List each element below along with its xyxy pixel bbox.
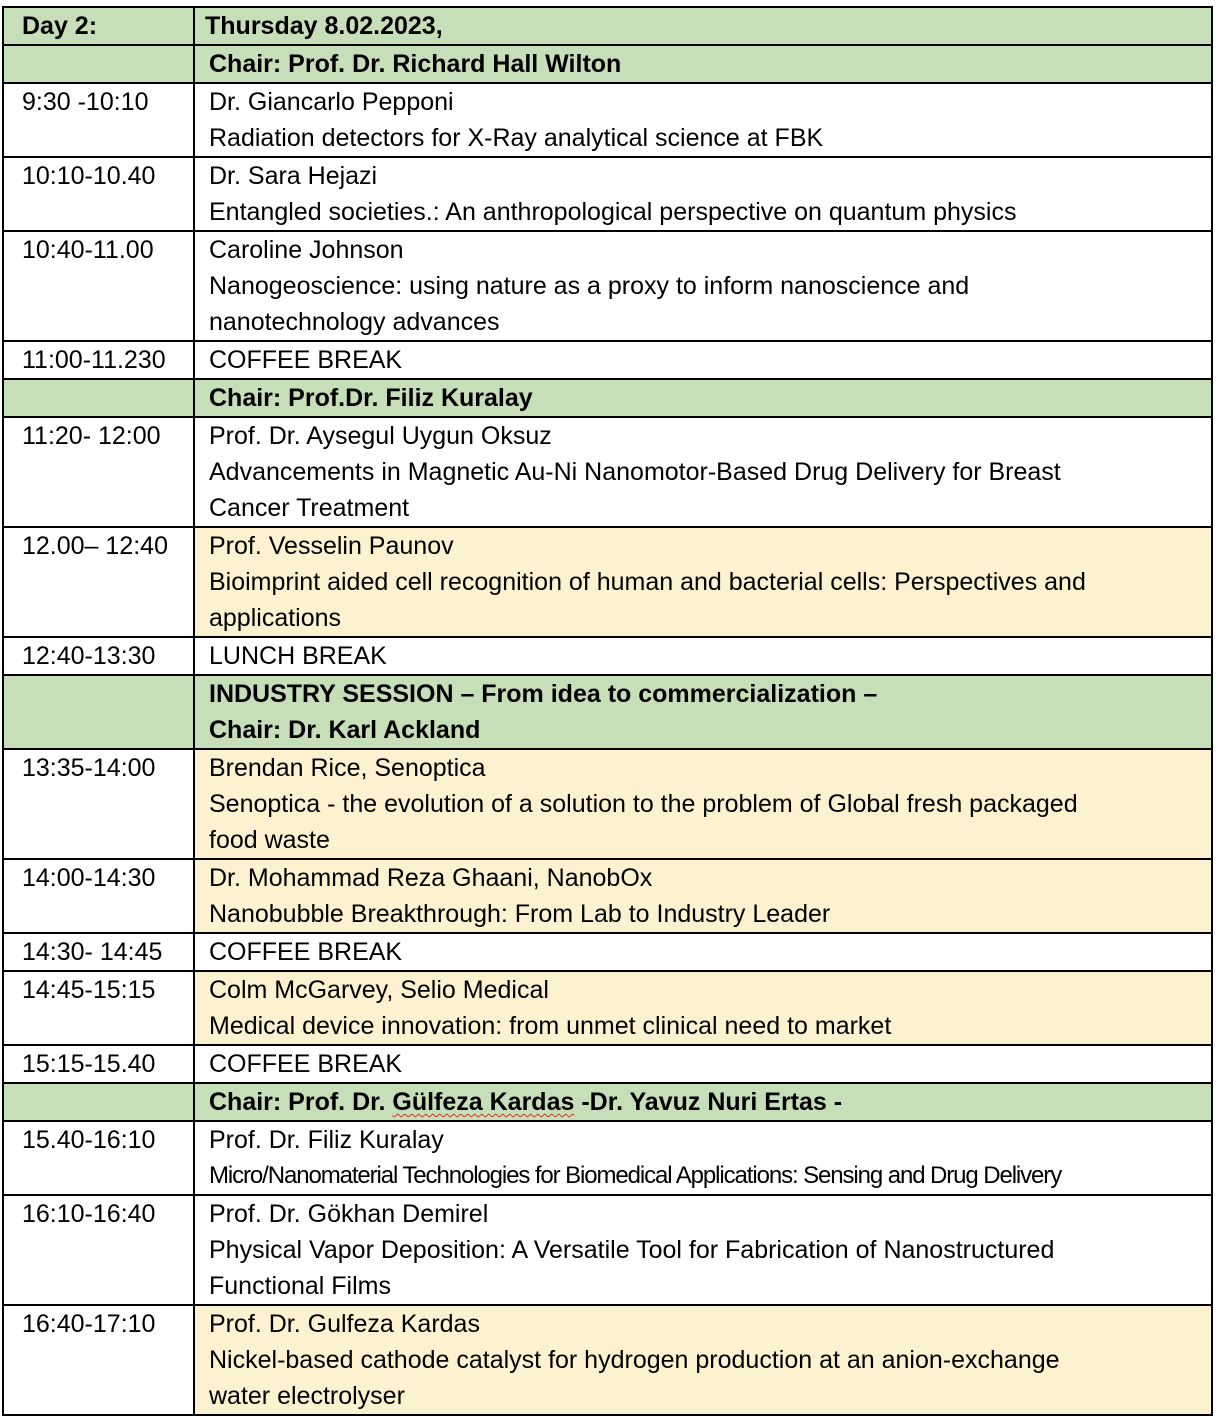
break-label: COFFEE BREAK (194, 341, 1212, 379)
break-row (3, 341, 1212, 379)
chair-row (3, 1083, 1212, 1121)
chair-label: Chair: Prof. Dr. Richard Hall Wilton (209, 50, 622, 78)
time-slot: 11:00-11.230 (3, 341, 194, 379)
schedule-table (2, 6, 1213, 1416)
speaker-name: Prof. Dr. Gulfeza Kardas (209, 1310, 480, 1338)
talk-title: nanotechnology advances (209, 308, 500, 336)
talk-row (3, 1305, 1212, 1415)
chair-row (3, 379, 1212, 417)
break-row (3, 933, 1212, 971)
speaker-name: Dr. Sara Hejazi (209, 162, 378, 190)
time-slot: 10:10-10.40 (3, 157, 194, 231)
speaker-name: Dr. Mohammad Reza Ghaani, NanobOx (209, 864, 653, 892)
break-label: COFFEE BREAK (194, 933, 1212, 971)
speaker-name: Caroline Johnson (209, 236, 404, 264)
speaker-name: Colm McGarvey, Selio Medical (209, 976, 549, 1004)
time-slot: 9:30 -10:10 (3, 83, 194, 157)
talk-row (3, 83, 1212, 157)
talk-title: Cancer Treatment (209, 494, 410, 522)
speaker-name: Prof. Dr. Filiz Kuralay (209, 1126, 444, 1154)
talk-title: Radiation detectors for X-Ray analytical science at FBK (209, 124, 824, 152)
chair-time-cell (3, 675, 194, 749)
date-label: Thursday 8.02.2023, (194, 7, 1212, 45)
break-label: COFFEE BREAK (194, 1045, 1212, 1083)
talk-row (3, 157, 1212, 231)
talk-title: Bioimprint aided cell recognition of human and bacterial cells: Perspectives and (209, 568, 1086, 596)
break-label: LUNCH BREAK (194, 637, 1212, 675)
time-slot: 11:20- 12:00 (3, 417, 194, 527)
time-slot: 10:40-11.00 (3, 231, 194, 341)
speaker-name: Prof. Vesselin Paunov (209, 532, 454, 560)
talk-title: Entangled societies.: An anthropological perspective on quantum physics (209, 198, 1017, 226)
talk-row (3, 749, 1212, 859)
time-slot: 12:40-13:30 (3, 637, 194, 675)
speaker-name: Brendan Rice, Senoptica (209, 754, 486, 782)
speaker-name: Prof. Dr. Gökhan Demirel (209, 1200, 489, 1228)
talk-row (3, 417, 1212, 527)
time-slot: 15:15-15.40 (3, 1045, 194, 1083)
time-slot: 12.00– 12:40 (3, 527, 194, 637)
chair-time-cell (3, 1083, 194, 1121)
break-row (3, 1045, 1212, 1083)
time-slot: 14:00-14:30 (3, 859, 194, 933)
speaker-name: Prof. Dr. Aysegul Uygun Oksuz (209, 422, 552, 450)
talk-title: Medical device innovation: from unmet clinical need to market (209, 1012, 892, 1040)
talk-row (3, 1195, 1212, 1305)
talk-cell (194, 417, 1212, 527)
talk-row (3, 859, 1212, 933)
time-slot: 16:10-16:40 (3, 1195, 194, 1305)
talk-cell (194, 527, 1212, 637)
talk-title: food waste (209, 826, 330, 854)
day-label: Day 2: (3, 7, 194, 45)
talk-title: Advancements in Magnetic Au-Ni Nanomotor-Based Drug Delivery for Breast (209, 458, 1061, 486)
chair-label: Chair: Prof.Dr. Filiz Kuralay (209, 384, 533, 412)
talk-title: applications (209, 604, 342, 632)
chair-label: Chair: Dr. Karl Ackland (209, 716, 481, 744)
talk-cell (194, 1195, 1212, 1305)
talk-title: Senoptica - the evolution of a solution to the problem of Global fresh packaged (209, 790, 1078, 818)
talk-title: Nanogeoscience: using nature as a proxy to inform nanoscience and (209, 272, 970, 300)
time-slot: 14:30- 14:45 (3, 933, 194, 971)
chair-label: Chair: Prof. Dr. Gülfeza Kardas -Dr. Yavuz Nuri Ertas - (209, 1088, 843, 1116)
talk-cell (194, 231, 1212, 341)
talk-cell (194, 971, 1212, 1045)
talk-title: Physical Vapor Deposition: A Versatile Tool for Fabrication of Nanostructured (209, 1236, 1055, 1264)
chair-cell (194, 1083, 1212, 1121)
time-slot: 16:40-17:10 (3, 1305, 194, 1415)
chair-cell (194, 675, 1212, 749)
time-slot: 14:45-15:15 (3, 971, 194, 1045)
talk-cell (194, 1121, 1212, 1195)
talk-cell (194, 83, 1212, 157)
schedule-body (3, 7, 1212, 1415)
chair-time-cell (3, 45, 194, 83)
talk-cell (194, 157, 1212, 231)
talk-title: water electrolyser (209, 1382, 405, 1410)
chair-row (3, 45, 1212, 83)
talk-cell (194, 749, 1212, 859)
chair-cell (194, 379, 1212, 417)
talk-row (3, 231, 1212, 341)
day-header-row (3, 7, 1212, 45)
chair-cell (194, 45, 1212, 83)
speaker-name: Dr. Giancarlo Pepponi (209, 88, 454, 116)
talk-title: Functional Films (209, 1272, 391, 1300)
talk-row (3, 1121, 1212, 1195)
chair-label: INDUSTRY SESSION – From idea to commercialization – (209, 680, 878, 708)
talk-cell (194, 1305, 1212, 1415)
talk-title: Nickel-based cathode catalyst for hydrogen production at an anion-exchange (209, 1346, 1060, 1374)
talk-title: Nanobubble Breakthrough: From Lab to Industry Leader (209, 900, 831, 928)
chair-time-cell (3, 379, 194, 417)
time-slot: 13:35-14:00 (3, 749, 194, 859)
talk-cell (194, 859, 1212, 933)
talk-row (3, 971, 1212, 1045)
break-row (3, 637, 1212, 675)
talk-title: Micro/Nanomaterial Technologies for Biomedical Applications: Sensing and Drug Delivery (209, 1162, 1062, 1189)
chair-row (3, 675, 1212, 749)
time-slot: 15.40-16:10 (3, 1121, 194, 1195)
talk-row (3, 527, 1212, 637)
